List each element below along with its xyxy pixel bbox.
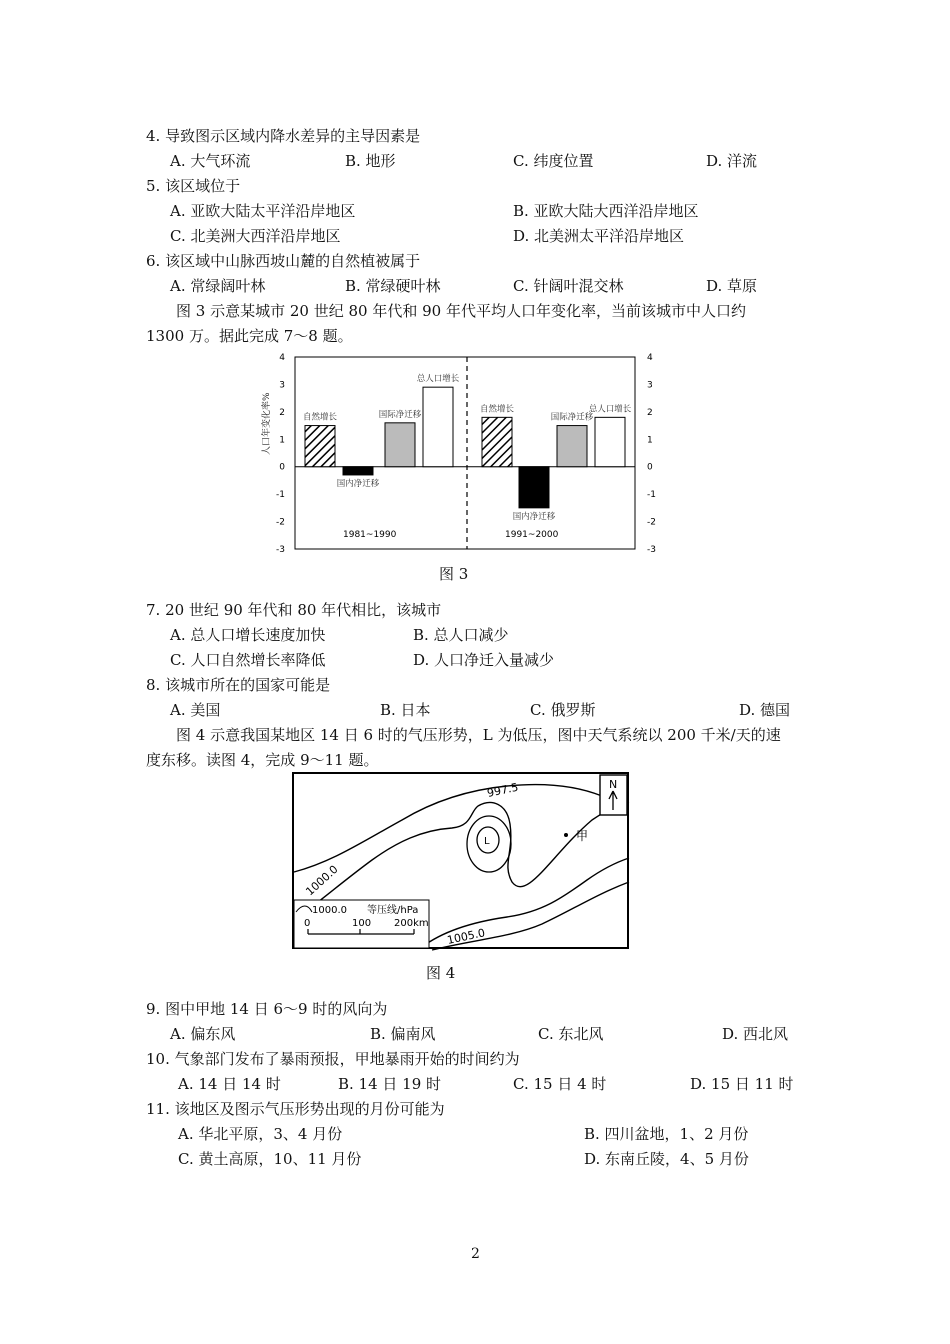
y-tick-left-5: -1 (276, 490, 285, 501)
point-jia-marker (564, 833, 568, 837)
q4-stem: 4. 导致图示区域内降水差异的主导因素是 (146, 127, 421, 145)
q8-option-a: A. 美国 (170, 701, 221, 719)
q8-option-d: D. 德国 (739, 701, 791, 719)
bar-label-1-0: 自然增长 (479, 404, 515, 415)
bar-0-0 (305, 426, 335, 467)
y-tick-left-6: -2 (276, 517, 285, 528)
label-1005: 1005.0 (445, 926, 487, 947)
legend-value: 1000.0 (312, 905, 347, 916)
north-label: N (609, 778, 618, 791)
q6-stem: 6. 该区域中山脉西坡山麓的自然植被属于 (146, 252, 421, 270)
q5-stem: 5. 该区域位于 (146, 177, 241, 195)
y-ticks-left (276, 353, 285, 555)
q10-option-b: B. 14 日 19 时 (338, 1075, 442, 1093)
q7-option-c: C. 人口自然增长率降低 (170, 651, 326, 669)
q10-option-c: C. 15 日 4 时 (513, 1075, 607, 1093)
q6-option-b: B. 常绿硬叶林 (345, 277, 441, 295)
intro4-line2: 度东移。读图 4，完成 9～11 题。 (146, 751, 379, 769)
pressure-map (292, 772, 631, 952)
y-tick-left-4: 0 (279, 462, 285, 473)
q4-option-a: A. 大气环流 (170, 152, 251, 170)
q11-option-c: C. 黄土高原，10、11 月份 (178, 1150, 362, 1168)
intro3-line1: 图 3 示意某城市 20 世纪 80 年代和 90 年代平均人口年变化率，当前该城市中人口约 (176, 302, 746, 320)
y-tick-left-3: 1 (279, 435, 285, 446)
bar-label-1-2: 国际净迁移 (550, 412, 594, 423)
q5-option-c: C. 北美洲大西洋沿岸地区 (170, 227, 341, 245)
q6-option-a: A. 常绿阔叶林 (170, 277, 266, 295)
bar-0-2 (385, 423, 415, 467)
intro4-line1: 图 4 示意我国某地区 14 日 6 时的气压形势，L 为低压，图中天气系统以 200 千米/天的速 (176, 726, 781, 744)
period-label-2: 1991~2000 (505, 530, 559, 540)
q4-option-b: B. 地形 (345, 152, 396, 170)
legend-text: 等压线/hPa (367, 905, 419, 916)
bar-label-1-1: 国内净迁移 (512, 511, 556, 522)
bar-1-0 (482, 417, 512, 466)
y-tick-right-5: -1 (647, 490, 656, 501)
q4-option-c: C. 纬度位置 (513, 152, 594, 170)
q11-option-a: A. 华北平原，3、4 月份 (178, 1125, 343, 1143)
q8-stem: 8. 该城市所在的国家可能是 (146, 676, 331, 694)
q11-stem: 11. 该地区及图示气压形势出现的月份可能为 (146, 1100, 445, 1118)
bar-1-1 (519, 467, 549, 508)
y-ticks-right (647, 353, 656, 555)
q9-stem: 9. 图中甲地 14 日 6～9 时的风向为 (146, 1000, 388, 1018)
bar-1-2 (557, 426, 587, 467)
period-label-1: 1981~1990 (343, 530, 397, 540)
bar-label-1-3: 总人口增长 (588, 404, 632, 415)
q9-option-b: B. 偏南风 (370, 1025, 436, 1043)
bar-0-3 (423, 387, 453, 467)
y-tick-left-1: 3 (279, 380, 285, 391)
bar-label-0-2: 国际净迁移 (378, 409, 422, 420)
q7-stem: 7. 20 世纪 90 年代和 80 年代相比，该城市 (146, 601, 442, 619)
q4-option-d: D. 洋流 (706, 152, 758, 170)
y-tick-right-4: 0 (647, 462, 653, 473)
y-tick-right-0: 4 (647, 353, 653, 363)
y-tick-left-0: 4 (279, 353, 285, 363)
q7-option-d: D. 人口净迁入量减少 (413, 651, 555, 669)
bar-label-0-0: 自然增长 (302, 412, 338, 423)
label-997-5: 997.5 (485, 780, 520, 800)
y-axis-label: 人口年变化率% (262, 392, 272, 455)
scale-label-100: 100 (352, 918, 372, 929)
bar-0-1 (343, 467, 373, 475)
q7-option-b: B. 总人口减少 (413, 626, 509, 644)
scale-label-200: 200km (394, 918, 429, 929)
point-jia-label: 甲 (576, 829, 589, 843)
bar-label-0-1: 国内净迁移 (336, 478, 380, 489)
page-number: 2 (471, 1246, 480, 1262)
q8-option-b: B. 日本 (380, 701, 431, 719)
bar-label-0-3: 总人口增长 (416, 374, 460, 385)
q9-option-d: D. 西北风 (722, 1025, 789, 1043)
y-tick-left-7: -3 (276, 545, 285, 555)
low-label: L (484, 836, 490, 847)
fig3-caption: 图 3 (439, 565, 469, 583)
q11-option-d: D. 东南丘陵，4、5 月份 (584, 1150, 749, 1168)
y-tick-right-6: -2 (647, 517, 656, 528)
y-tick-right-1: 3 (647, 380, 653, 391)
y-tick-right-7: -3 (647, 545, 656, 555)
y-tick-right-3: 1 (647, 435, 653, 446)
intro3-line2: 1300 万。据此完成 7～8 题。 (146, 327, 353, 345)
q9-option-a: A. 偏东风 (170, 1025, 236, 1043)
q10-option-d: D. 15 日 11 时 (690, 1075, 794, 1093)
q10-stem: 10. 气象部门发布了暴雨预报，甲地暴雨开始的时间约为 (146, 1050, 520, 1068)
q6-option-c: C. 针阔叶混交林 (513, 277, 624, 295)
q5-option-a: A. 亚欧大陆太平洋沿岸地区 (170, 202, 356, 220)
fig4-caption: 图 4 (426, 964, 456, 982)
label-1000: 1000.0 (303, 862, 341, 899)
y-tick-left-2: 2 (279, 407, 285, 418)
q10-option-a: A. 14 日 14 时 (178, 1075, 281, 1093)
q9-option-c: C. 东北风 (538, 1025, 604, 1043)
y-tick-right-2: 2 (647, 407, 653, 418)
q11-option-b: B. 四川盆地，1、2 月份 (584, 1125, 749, 1143)
q5-option-d: D. 北美洲太平洋沿岸地区 (513, 227, 685, 245)
bars (302, 387, 625, 508)
q7-option-a: A. 总人口增长速度加快 (170, 626, 326, 644)
bar-1-3 (595, 417, 625, 466)
population-chart (255, 345, 675, 557)
scale-label-0: 0 (304, 918, 311, 929)
q8-option-c: C. 俄罗斯 (530, 701, 596, 719)
q6-option-d: D. 草原 (706, 277, 758, 295)
q5-option-b: B. 亚欧大陆大西洋沿岸地区 (513, 202, 699, 220)
